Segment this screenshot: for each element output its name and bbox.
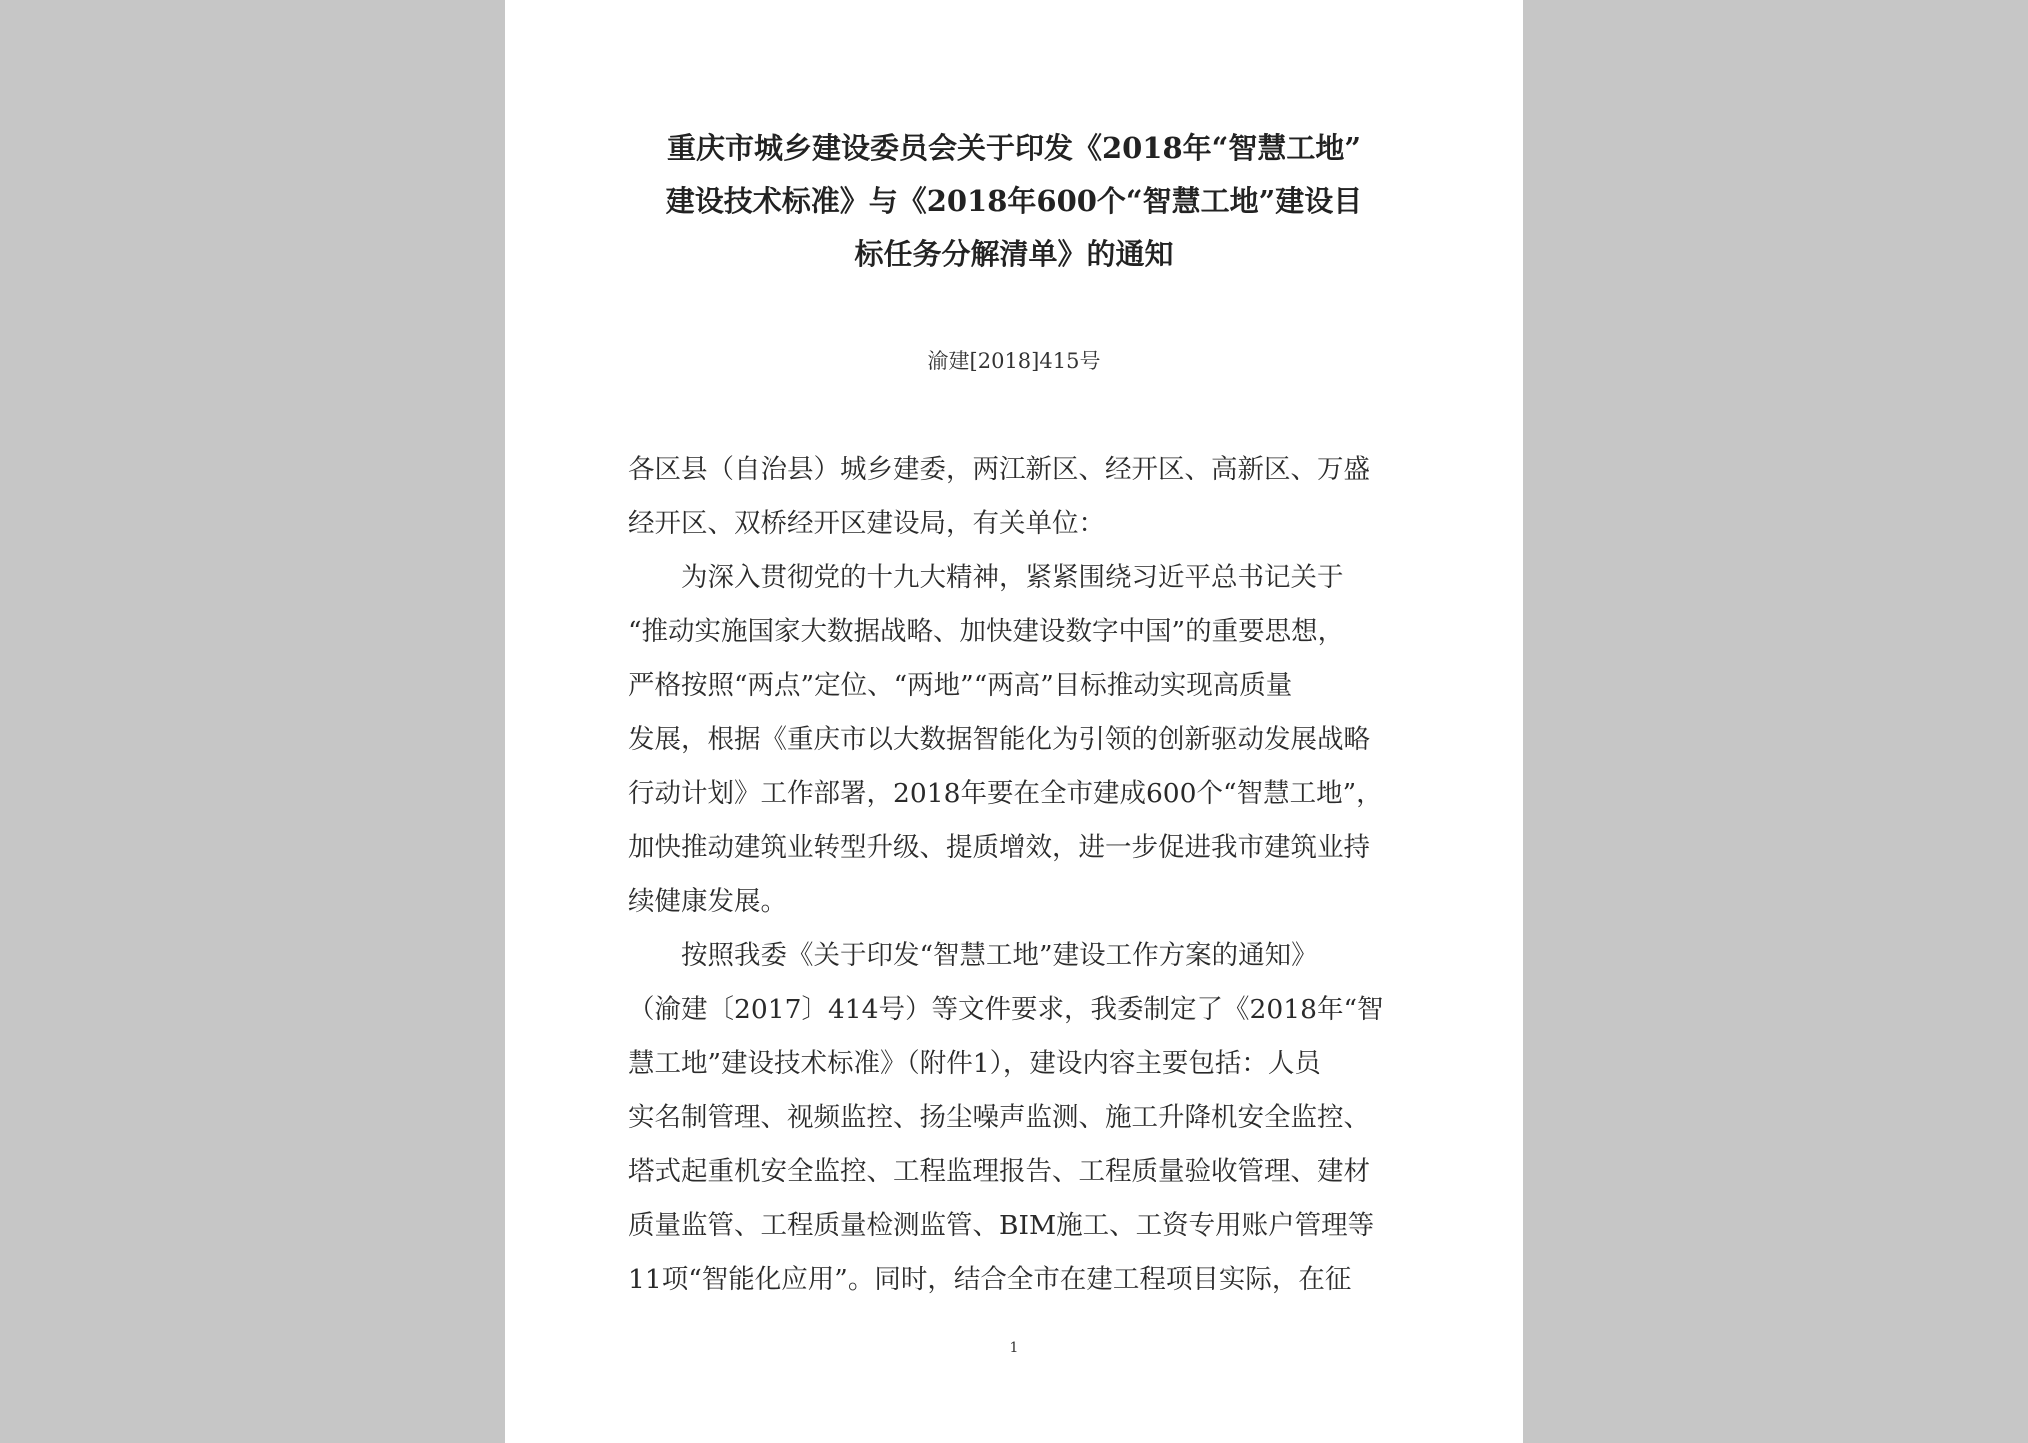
document-title-line-1: 重庆市城乡建设委员会关于印发《2018年“智慧工地” — [666, 131, 1362, 165]
paragraph-line: 严格按照“两点”定位、“两地”“两高”目标推动实现高质量 — [628, 670, 1293, 701]
page-number: 1 — [1009, 1340, 1019, 1356]
paragraph-line: “推动实施国家大数据战略、加快建设数字中国”的重要思想， — [628, 616, 1345, 647]
document-title-line-2: 建设技术标准》与《2018年600个“智慧工地”建设目 — [665, 184, 1363, 218]
paragraph-line: （渝建〔2017〕414号）等文件要求，我委制定了《2018年“智 — [628, 994, 1384, 1025]
document-number: 渝建[2018]415号 — [927, 349, 1101, 373]
paragraph-line: 按照我委《关于印发“智慧工地”建设工作方案的通知》 — [681, 940, 1318, 971]
paragraph-line: 塔式起重机安全监控、工程监理报告、工程质量验收管理、建材 — [628, 1156, 1370, 1187]
paragraph-line: 为深入贯彻党的十九大精神，紧紧围绕习近平总书记关于 — [681, 562, 1344, 593]
paragraph-line: 发展，根据《重庆市以大数据智能化为引领的创新驱动发展战略 — [628, 724, 1370, 755]
paragraph-line: 加快推动建筑业转型升级、提质增效，进一步促进我市建筑业持 — [628, 832, 1370, 863]
paragraph-line: 续健康发展。 — [628, 886, 787, 917]
paragraph-line: 行动计划》工作部署，2018年要在全市建成600个“智慧工地”， — [628, 778, 1383, 809]
addressee-line-1: 各区县（自治县）城乡建委，两江新区、经开区、高新区、万盛 — [628, 454, 1370, 485]
paragraph-line: 质量监管、工程质量检测监管、BIM施工、工资专用账户管理等 — [628, 1210, 1375, 1241]
document-page — [505, 0, 1523, 1443]
paragraph-line: 慧工地”建设技术标准》（附件1），建设内容主要包括：人员 — [628, 1048, 1321, 1079]
addressee-line-2: 经开区、双桥经开区建设局，有关单位： — [628, 508, 1105, 539]
document-title-line-3: 标任务分解清单》的通知 — [854, 237, 1174, 271]
paragraph-line: 实名制管理、视频监控、扬尘噪声监测、施工升降机安全监控、 — [628, 1102, 1370, 1133]
paragraph-line: 11项“智能化应用”。同时，结合全市在建工程项目实际，在征 — [628, 1264, 1352, 1295]
